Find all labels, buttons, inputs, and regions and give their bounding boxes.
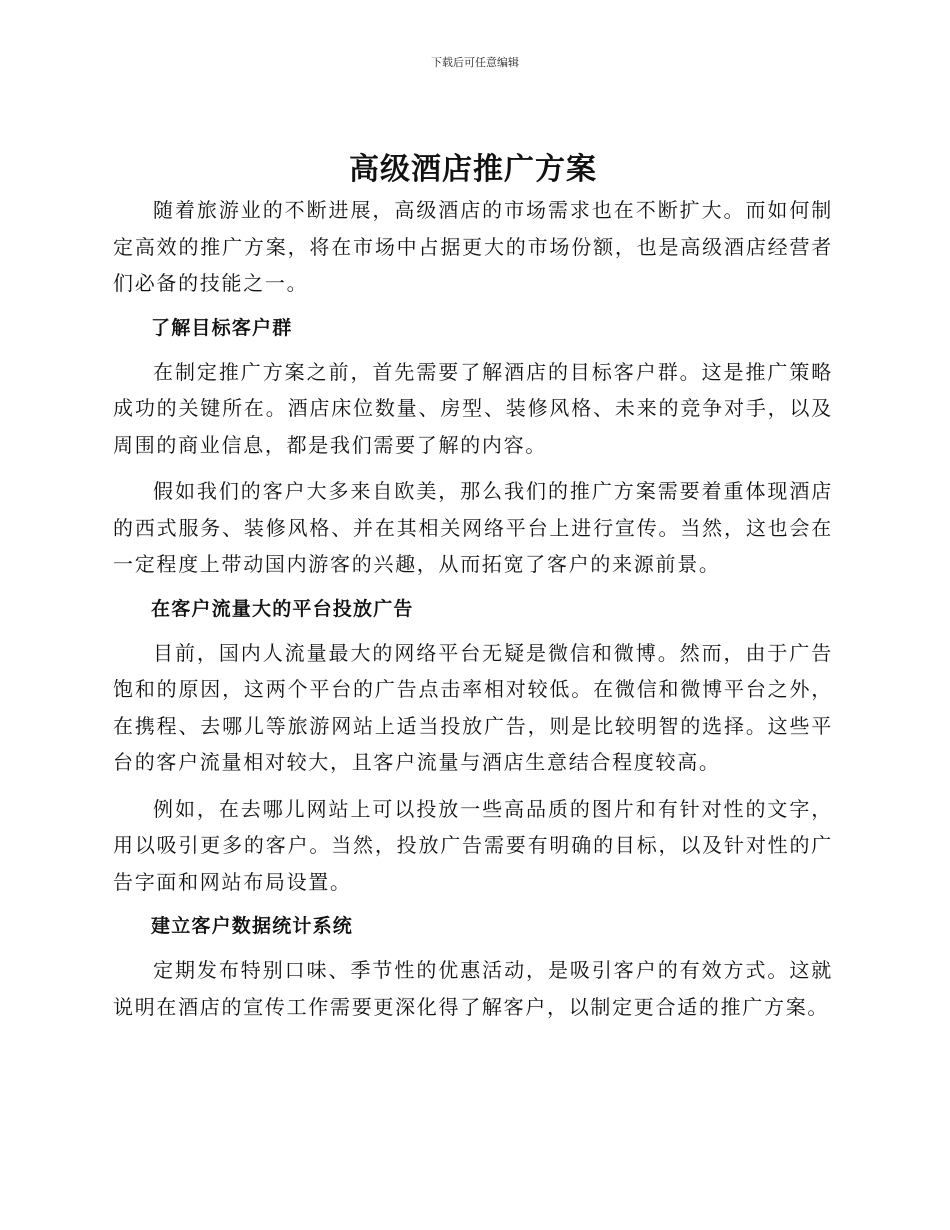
intro-paragraph: 随着旅游业的不断进展，高级酒店的市场需求也在不断扩大。而如何制定高效的推广方案，将在市场中占据更大的市场份额，也是高级酒店经营者们必备的技能之一。 [113, 198, 833, 295]
section-3-paragraph-1: 定期发布特别口味、季节性的优惠活动，是吸引客户的有效方式。这就说明在酒店的宣传工作需要更深化得了解客户，以制定更合适的推广方案。 [113, 958, 833, 1019]
section-1-paragraph-2: 假如我们的客户大多来自欧美，那么我们的推广方案需要着重体现酒店的西式服务、装修风格、并在其相关网络平台上进行宣传。当然，这也会在一定程度上带动国内游客的兴趣，从而拓宽了客户的来源前景。 [113, 479, 833, 576]
document-title: 高级酒店推广方案 [349, 152, 597, 187]
section-heading-data-system: 建立客户数据统计系统 [151, 915, 354, 937]
section-1-paragraph-1: 在制定推广方案之前，首先需要了解酒店的目标客户群。这是推广策略成功的关键所在。酒店床位数量、房型、装修风格、未来的竞争对手，以及周围的商业信息，都是我们需要了解的内容。 [113, 359, 833, 457]
section-2-paragraph-2: 例如，在去哪儿网站上可以投放一些高品质的图片和有针对性的文字，用以吸引更多的客户。当然，投放广告需要有明确的目标，以及针对性的广告字面和网站布局设置。 [113, 796, 833, 894]
page-header: 下载后可任意编辑 [431, 56, 519, 69]
section-2-paragraph-1: 目前，国内人流量最大的网络平台无疑是微信和微博。然而，由于广告饱和的原因，这两个平台的广告点击率相对较低。在微信和微博平台之外，在携程、去哪儿等旅游网站上适当投放广告，则是比较明智的选择。这些平台的客户流量相对较大，且客户流量与酒店生意结合程度较高。 [113, 640, 833, 774]
section-heading-advertising: 在客户流量大的平台投放广告 [151, 597, 414, 620]
section-heading-target-customers: 了解目标客户群 [151, 316, 293, 339]
document-body [113, 148, 833, 1035]
